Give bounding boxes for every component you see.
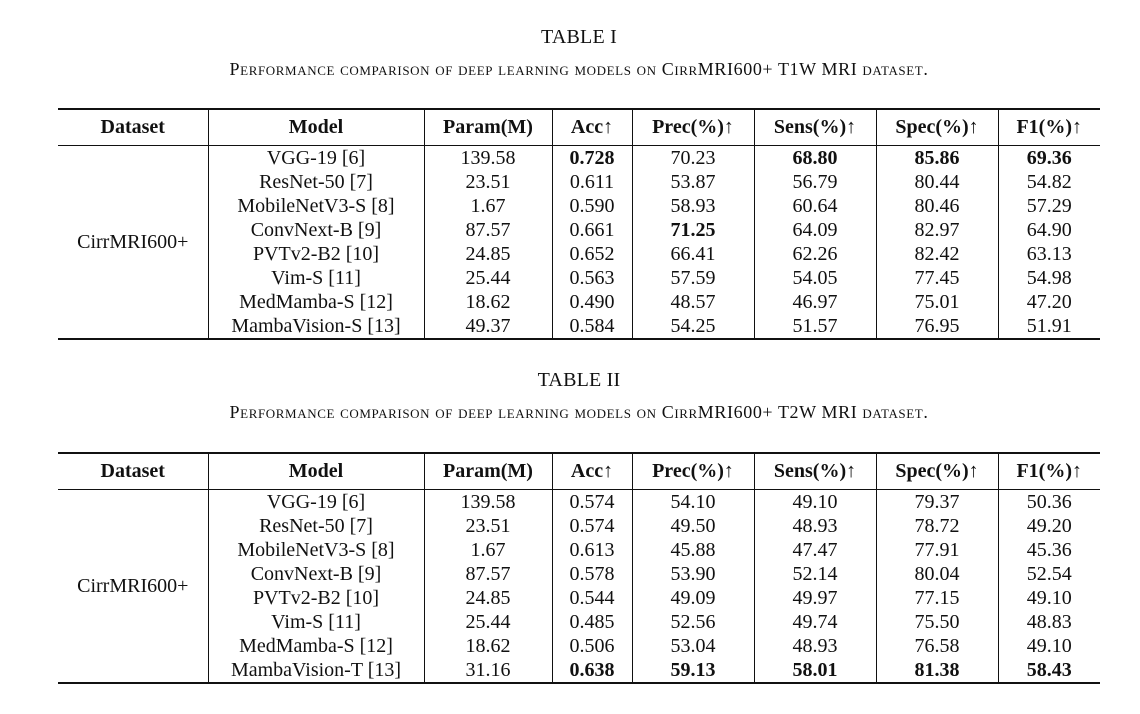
- sens-cell: 56.79: [754, 170, 876, 194]
- model-cell: PVTv2-B2 [10]: [208, 242, 424, 266]
- acc-cell: 0.661: [552, 218, 632, 242]
- sens-cell: 49.74: [754, 610, 876, 634]
- prec-cell: 53.87: [632, 170, 754, 194]
- f1-cell: 45.36: [998, 538, 1100, 562]
- spec-cell: 80.46: [876, 194, 998, 218]
- column-header-acc: Acc↑: [552, 453, 632, 490]
- f1-cell: 54.82: [998, 170, 1100, 194]
- sens-cell: 68.80: [754, 146, 876, 171]
- prec-cell: 54.10: [632, 490, 754, 515]
- f1-cell: 64.90: [998, 218, 1100, 242]
- prec-cell: 58.93: [632, 194, 754, 218]
- prec-cell: 53.90: [632, 562, 754, 586]
- spec-cell: 85.86: [876, 146, 998, 171]
- f1-cell: 47.20: [998, 290, 1100, 314]
- sens-cell: 49.10: [754, 490, 876, 515]
- spec-cell: 76.58: [876, 634, 998, 658]
- dataset-cell: CirrMRI600+: [77, 575, 189, 597]
- acc-cell: 0.563: [552, 266, 632, 290]
- column-header-sens: Sens(%)↑: [754, 453, 876, 490]
- f1-cell: 54.98: [998, 266, 1100, 290]
- table-row: [58, 170, 1100, 194]
- table-row: [58, 490, 1100, 515]
- model-cell: Vim-S [11]: [208, 266, 424, 290]
- column-header-spec: Spec(%)↑: [876, 109, 998, 146]
- model-cell: MedMamba-S [12]: [208, 290, 424, 314]
- table-2-caption: Performance comparison of deep learning models on CirrMRI600+ T2W MRI dataset.: [229, 402, 929, 422]
- acc-cell: 0.728: [552, 146, 632, 171]
- spec-cell: 78.72: [876, 514, 998, 538]
- column-header-spec: Spec(%)↑: [876, 453, 998, 490]
- param-cell: 49.37: [424, 314, 552, 339]
- acc-cell: 0.578: [552, 562, 632, 586]
- model-cell: MobileNetV3-S [8]: [208, 194, 424, 218]
- column-header-acc: Acc↑: [552, 109, 632, 146]
- table-1-caption: Performance comparison of deep learning models on CirrMRI600+ T1W MRI dataset.: [229, 59, 929, 79]
- prec-cell: 49.09: [632, 586, 754, 610]
- acc-cell: 0.490: [552, 290, 632, 314]
- sens-cell: 58.01: [754, 658, 876, 683]
- table-row: [58, 658, 1100, 683]
- sens-cell: 52.14: [754, 562, 876, 586]
- model-cell: MambaVision-S [13]: [208, 314, 424, 339]
- acc-cell: 0.544: [552, 586, 632, 610]
- param-cell: 31.16: [424, 658, 552, 683]
- model-cell: ResNet-50 [7]: [208, 514, 424, 538]
- column-header-prec: Prec(%)↑: [632, 453, 754, 490]
- f1-cell: 58.43: [998, 658, 1100, 683]
- spec-cell: 82.97: [876, 218, 998, 242]
- table-row: [58, 634, 1100, 658]
- sens-cell: 62.26: [754, 242, 876, 266]
- model-cell: ResNet-50 [7]: [208, 170, 424, 194]
- column-header-dataset: Dataset: [100, 460, 165, 482]
- acc-cell: 0.638: [552, 658, 632, 683]
- prec-cell: 48.57: [632, 290, 754, 314]
- f1-cell: 52.54: [998, 562, 1100, 586]
- sens-cell: 51.57: [754, 314, 876, 339]
- spec-cell: 79.37: [876, 490, 998, 515]
- table-row: [58, 194, 1100, 218]
- f1-cell: 49.10: [998, 634, 1100, 658]
- column-header-f1: F1(%)↑: [998, 453, 1100, 490]
- f1-cell: 50.36: [998, 490, 1100, 515]
- table-2: [58, 452, 1100, 684]
- param-cell: 23.51: [424, 170, 552, 194]
- prec-cell: 52.56: [632, 610, 754, 634]
- spec-cell: 82.42: [876, 242, 998, 266]
- param-cell: 18.62: [424, 290, 552, 314]
- table-1-label: TABLE I: [541, 26, 617, 48]
- table-row: [58, 218, 1100, 242]
- prec-cell: 57.59: [632, 266, 754, 290]
- sens-cell: 54.05: [754, 266, 876, 290]
- table-row: [58, 562, 1100, 586]
- sens-cell: 47.47: [754, 538, 876, 562]
- sens-cell: 46.97: [754, 290, 876, 314]
- spec-cell: 75.01: [876, 290, 998, 314]
- model-cell: MedMamba-S [12]: [208, 634, 424, 658]
- spec-cell: 75.50: [876, 610, 998, 634]
- column-header-param: Param(M): [424, 453, 552, 490]
- prec-cell: 59.13: [632, 658, 754, 683]
- param-cell: 25.44: [424, 266, 552, 290]
- sens-cell: 64.09: [754, 218, 876, 242]
- param-cell: 139.58: [424, 490, 552, 515]
- table-2-header-row: [58, 453, 1100, 490]
- prec-cell: 71.25: [632, 218, 754, 242]
- spec-cell: 77.91: [876, 538, 998, 562]
- model-cell: ConvNext-B [9]: [208, 562, 424, 586]
- spec-cell: 80.04: [876, 562, 998, 586]
- f1-cell: 49.10: [998, 586, 1100, 610]
- model-cell: Vim-S [11]: [208, 610, 424, 634]
- acc-cell: 0.611: [552, 170, 632, 194]
- table-row: [58, 290, 1100, 314]
- column-header-f1: F1(%)↑: [998, 109, 1100, 146]
- f1-cell: 57.29: [998, 194, 1100, 218]
- param-cell: 139.58: [424, 146, 552, 171]
- model-cell: VGG-19 [6]: [208, 490, 424, 515]
- f1-cell: 51.91: [998, 314, 1100, 339]
- table-1: [58, 108, 1100, 340]
- column-header-model: Model: [208, 109, 424, 146]
- f1-cell: 48.83: [998, 610, 1100, 634]
- acc-cell: 0.574: [552, 490, 632, 515]
- acc-cell: 0.485: [552, 610, 632, 634]
- f1-cell: 49.20: [998, 514, 1100, 538]
- spec-cell: 77.45: [876, 266, 998, 290]
- model-cell: MobileNetV3-S [8]: [208, 538, 424, 562]
- sens-cell: 48.93: [754, 634, 876, 658]
- table-2-label: TABLE II: [537, 369, 621, 391]
- f1-cell: 69.36: [998, 146, 1100, 171]
- acc-cell: 0.506: [552, 634, 632, 658]
- table-row: [58, 242, 1100, 266]
- param-cell: 87.57: [424, 562, 552, 586]
- param-cell: 23.51: [424, 514, 552, 538]
- acc-cell: 0.613: [552, 538, 632, 562]
- column-header-dataset: Dataset: [100, 116, 165, 138]
- table-row: [58, 514, 1100, 538]
- model-cell: ConvNext-B [9]: [208, 218, 424, 242]
- sens-cell: 49.97: [754, 586, 876, 610]
- param-cell: 25.44: [424, 610, 552, 634]
- acc-cell: 0.584: [552, 314, 632, 339]
- sens-cell: 60.64: [754, 194, 876, 218]
- prec-cell: 53.04: [632, 634, 754, 658]
- acc-cell: 0.590: [552, 194, 632, 218]
- column-header-prec: Prec(%)↑: [632, 109, 754, 146]
- f1-cell: 63.13: [998, 242, 1100, 266]
- table-row: [58, 538, 1100, 562]
- table-row: [58, 586, 1100, 610]
- table-row: [58, 314, 1100, 339]
- column-header-param: Param(M): [424, 109, 552, 146]
- acc-cell: 0.574: [552, 514, 632, 538]
- table-row: [58, 610, 1100, 634]
- model-cell: PVTv2-B2 [10]: [208, 586, 424, 610]
- prec-cell: 49.50: [632, 514, 754, 538]
- model-cell: VGG-19 [6]: [208, 146, 424, 171]
- dataset-cell: CirrMRI600+: [77, 231, 189, 253]
- spec-cell: 76.95: [876, 314, 998, 339]
- table-1-header-row: [58, 109, 1100, 146]
- spec-cell: 81.38: [876, 658, 998, 683]
- spec-cell: 80.44: [876, 170, 998, 194]
- spec-cell: 77.15: [876, 586, 998, 610]
- prec-cell: 54.25: [632, 314, 754, 339]
- prec-cell: 45.88: [632, 538, 754, 562]
- column-header-model: Model: [208, 453, 424, 490]
- param-cell: 87.57: [424, 218, 552, 242]
- model-cell: MambaVision-T [13]: [208, 658, 424, 683]
- prec-cell: 70.23: [632, 146, 754, 171]
- sens-cell: 48.93: [754, 514, 876, 538]
- table-row: [58, 266, 1100, 290]
- param-cell: 24.85: [424, 586, 552, 610]
- param-cell: 18.62: [424, 634, 552, 658]
- acc-cell: 0.652: [552, 242, 632, 266]
- param-cell: 1.67: [424, 538, 552, 562]
- param-cell: 24.85: [424, 242, 552, 266]
- prec-cell: 66.41: [632, 242, 754, 266]
- column-header-sens: Sens(%)↑: [754, 109, 876, 146]
- param-cell: 1.67: [424, 194, 552, 218]
- table-row: [58, 146, 1100, 171]
